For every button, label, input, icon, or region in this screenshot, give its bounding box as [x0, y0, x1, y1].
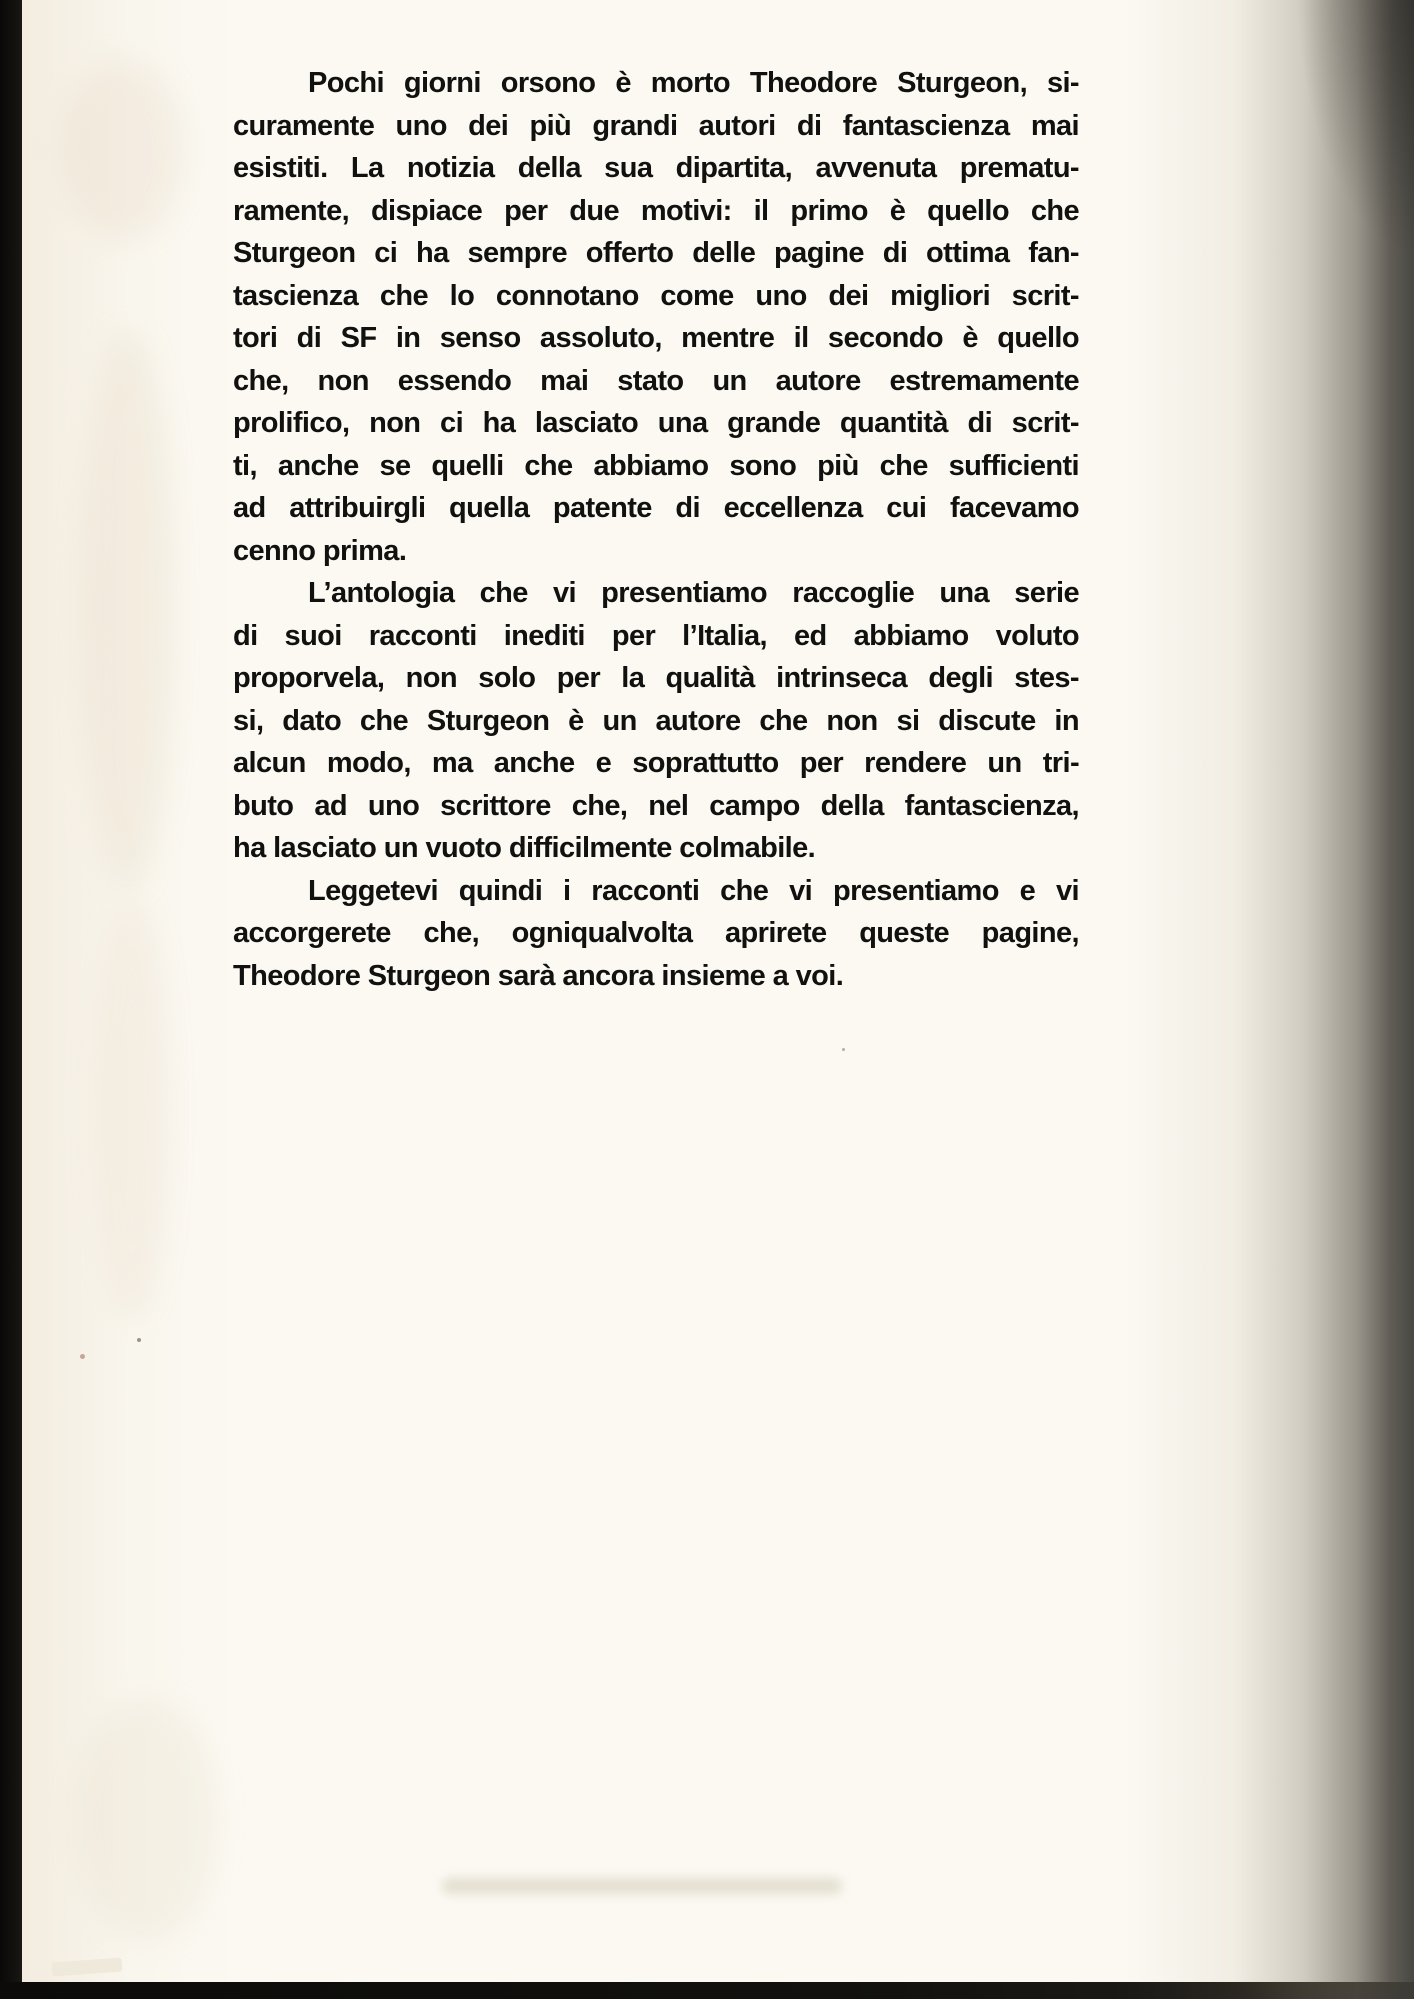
- dust-speck: [137, 1338, 141, 1342]
- text-line: cenno prima.: [233, 534, 407, 567]
- text-line: ti, anche se quelli che abbiamo sono più che sufficienti: [233, 449, 1079, 482]
- dust-speck: [842, 1048, 845, 1051]
- text-line: che, non essendo mai stato un autore estremamente: [233, 364, 1079, 397]
- scan-left-edge: [0, 0, 22, 1999]
- text-line: tascienza che lo connotano come uno dei migliori scrit-: [233, 279, 1079, 312]
- text-line: Sturgeon ci ha sempre offerto delle pagine di ottima fan-: [233, 237, 1079, 269]
- text-block: [233, 62, 1079, 997]
- pencil-smudge: [442, 1878, 842, 1894]
- text-line: Leggetevi quindi i racconti che vi presentiamo e vi: [308, 874, 1079, 907]
- text-line: curamente uno dei più grandi autori di fantascienza mai: [233, 109, 1079, 142]
- text-line: alcun modo, ma anche e soprattutto per rendere un tri-: [233, 747, 1079, 779]
- text-line: prolifico, non ci ha lasciato una grande quantità di scrit-: [233, 407, 1079, 439]
- text-line: buto ad uno scrittore che, nel campo della fantascienza,: [233, 789, 1079, 822]
- book-page: [22, 0, 1414, 1982]
- text-line: di suoi racconti inediti per l’Italia, ed abbiamo voluto: [233, 619, 1079, 652]
- text-line: tori di SF in senso assoluto, mentre il secondo è quello: [233, 322, 1079, 354]
- page-stain: [77, 1700, 217, 1940]
- page-stain: [97, 900, 167, 1320]
- scan-bottom-edge: [0, 1982, 1414, 1999]
- text-line: si, dato che Sturgeon è un autore che non si discute in: [233, 704, 1079, 737]
- text-line: esistiti. La notizia della sua dipartita, avvenuta prematu-: [233, 152, 1079, 184]
- text-line: Pochi giorni orsono è morto Theodore Sturgeon, si-: [308, 67, 1079, 99]
- dust-speck: [80, 1354, 85, 1359]
- page-stain: [62, 60, 182, 240]
- page-stain: [82, 330, 172, 890]
- text-line: accorgerete che, ogniqualvolta aprirete queste pagine,: [233, 917, 1079, 949]
- text-line: proporvela, non solo per la qualità intrinseca degli stes-: [233, 662, 1079, 694]
- text-line: ha lasciato un vuoto difficilmente colmabile.: [233, 832, 816, 864]
- text-line: Theodore Sturgeon sarà ancora insieme a voi.: [233, 959, 844, 992]
- text-line: ad attribuirgli quella patente di eccellenza cui facevamo: [233, 492, 1079, 524]
- page-corner-notch: [52, 1958, 123, 1977]
- text-line: L’antologia che vi presentiamo raccoglie una serie: [308, 577, 1079, 609]
- text-line: ramente, dispiace per due motivi: il primo è quello che: [233, 194, 1079, 227]
